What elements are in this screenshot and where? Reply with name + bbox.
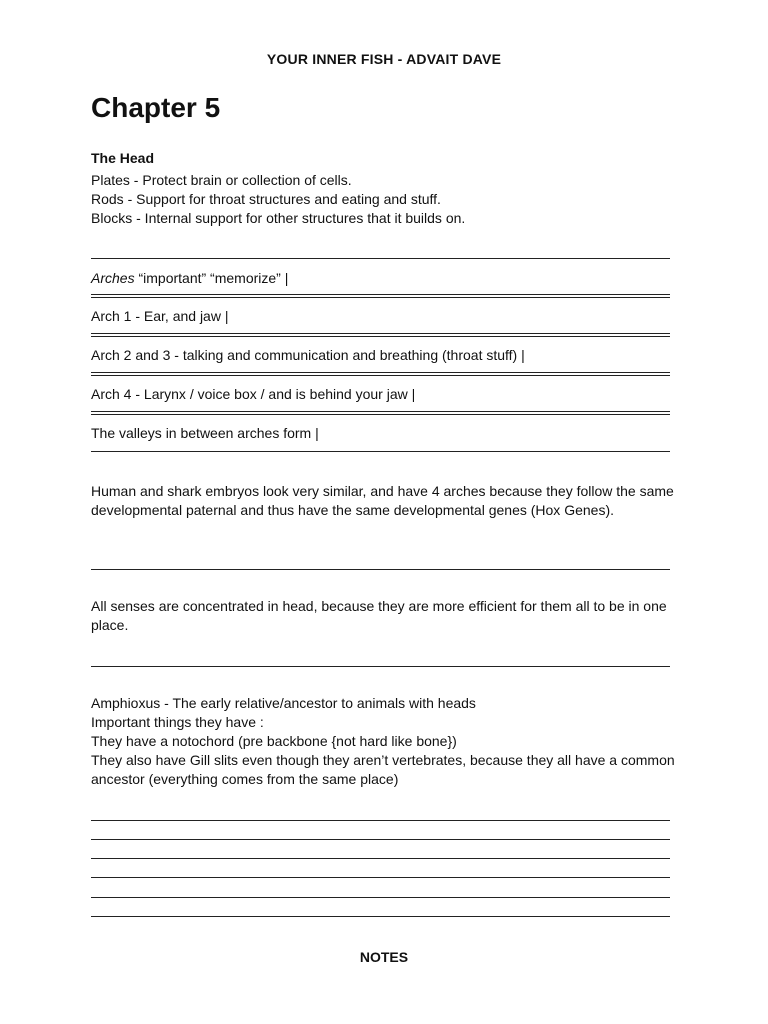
arches-row-header [91, 270, 288, 286]
amphioxus-line: They have a notochord (pre backbone {not hard like bone}) [91, 733, 457, 749]
rule-line [91, 666, 670, 667]
head-section-lines [91, 171, 465, 228]
document-header: YOUR INNER FISH - ADVAIT DAVE [266, 51, 502, 67]
head-line-rods: Rods - Support for throat structures and eating and stuff. [91, 191, 441, 207]
amphioxus-line: They also have Gill slits even though they aren’t vertebrates, because they all have a common ancestor (everything comes from the same place) [91, 752, 675, 787]
notes-rule-line [91, 858, 670, 859]
notes-rule-line [91, 820, 670, 821]
rule-line [91, 414, 670, 415]
chapter-title: Chapter 5 [91, 92, 221, 123]
notes-rule-line [91, 839, 670, 840]
notes-rule-line [91, 897, 670, 898]
amphioxus-line: Important things they have : [91, 714, 264, 730]
rule-line [91, 451, 670, 452]
rule-line [91, 569, 670, 570]
rule-line [91, 375, 670, 376]
arch-row-2-3: Arch 2 and 3 - talking and communication and breathing (throat stuff) | [91, 347, 525, 363]
rule-line [91, 336, 670, 337]
rule-line [91, 294, 670, 295]
rule-line [91, 411, 670, 412]
rule-line [91, 258, 670, 259]
paragraph-senses: All senses are concentrated in head, because they are more efficient for them all to be in one place. [91, 598, 667, 633]
notes-rule-line [91, 916, 670, 917]
notes-rule-line [91, 877, 670, 878]
section-title-the-head: The Head [91, 150, 155, 166]
paragraph-amphioxus [91, 694, 681, 789]
arches-note: “important” “memorize” | [134, 270, 289, 286]
arches-label: Arches [91, 270, 135, 286]
rule-line [91, 372, 670, 373]
rule-line [91, 297, 670, 298]
arch-row-1: Arch 1 - Ear, and jaw | [91, 308, 229, 324]
arch-row-4: Arch 4 - Larynx / voice box / and is behind your jaw | [91, 386, 416, 402]
head-line-plates: Plates - Protect brain or collection of cells. [91, 172, 352, 188]
rule-line [91, 333, 670, 334]
head-line-blocks: Blocks - Internal support for other structures that it builds on. [91, 210, 466, 226]
amphioxus-line: Amphioxus - The early relative/ancestor to animals with heads [91, 695, 476, 711]
arch-row-valleys: The valleys in between arches form | [91, 425, 319, 441]
paragraph-embryos: Human and shark embryos look very similar, and have 4 arches because they follow the same developmental paternal and thus have the same developmental genes (Hox Genes). [91, 483, 674, 518]
notes-label: NOTES [359, 949, 409, 965]
